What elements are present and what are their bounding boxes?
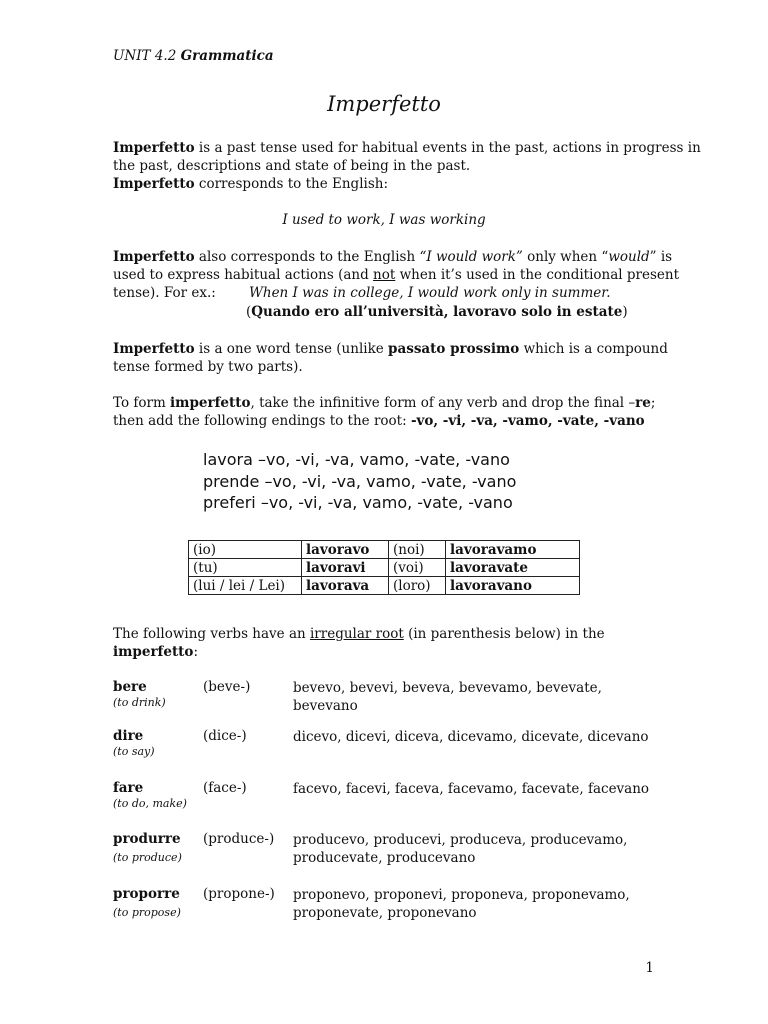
text: is a one word tense (unlike xyxy=(194,341,389,357)
gloss-text: to propose xyxy=(117,906,177,919)
page-title: Imperfetto xyxy=(327,92,441,116)
irregular-root: (produce-) xyxy=(203,831,275,847)
verb-gloss: (to propose) xyxy=(113,906,181,919)
word-not: not xyxy=(373,267,396,284)
term-irregular-root: irregular root xyxy=(309,626,404,642)
form-cell: lavoravo xyxy=(302,541,389,559)
irregular-intro xyxy=(113,625,605,661)
conjugation-lavorare: lavora –vo, -vi, -va, vamo, -vate, -vano xyxy=(203,450,510,469)
text: ; xyxy=(650,395,656,411)
pronoun-cell: (lui / lei / Lei) xyxy=(189,577,302,595)
text: ” is xyxy=(649,249,673,265)
page-header xyxy=(113,48,274,64)
table-row xyxy=(189,577,580,595)
text: : xyxy=(193,644,198,661)
text: , take the infinitive form of any verb and drop the final – xyxy=(250,395,636,411)
text: used to express habitual actions (and xyxy=(113,267,374,284)
italian-example-college: Quando ero all’università, lavoravo solo in estate xyxy=(251,303,623,320)
text: which is a compound xyxy=(519,341,668,357)
verb-forms: dicevo, dicevi, diceva, dicevamo, dicevate, dicevano xyxy=(293,729,649,745)
intro-text: corresponds to the English: xyxy=(194,176,388,193)
irregular-root: (beve-) xyxy=(203,679,251,695)
paren: ( xyxy=(246,303,252,320)
pronoun-cell: (tu) xyxy=(189,559,302,577)
gloss-text: to say xyxy=(117,745,151,758)
irregular-root: (dice-) xyxy=(203,728,247,744)
text: when it’s used in the conditional present xyxy=(395,267,680,284)
irregular-root: (propone-) xyxy=(203,886,275,902)
gloss-text: to drink xyxy=(117,696,162,709)
verb-forms: bevevo, bevevi, beveva, bevevamo, bevevate, bevevano xyxy=(293,680,602,714)
irregular-root: (face-) xyxy=(203,780,247,796)
text: To form xyxy=(113,395,171,411)
verb-gloss: (to produce) xyxy=(113,851,182,864)
verb-infinitive: produrre xyxy=(113,831,181,847)
verb-gloss: (to say) xyxy=(113,745,155,758)
unit-label: UNIT 4.2 xyxy=(113,48,177,64)
endings-list: -vo, -vi, -va, -vamo, -vate, -vano xyxy=(410,413,645,430)
form-cell: lavoravamo xyxy=(446,541,580,559)
english-example: I used to work, I was working xyxy=(282,212,486,228)
conjugation-table xyxy=(188,540,580,595)
text: also corresponds to the English xyxy=(194,249,420,265)
conjugation-examples xyxy=(203,449,516,514)
verb-infinitive: dire xyxy=(113,728,144,744)
intro-text-line2: the past, descriptions and state of being in the past. xyxy=(113,158,471,175)
conjugation-prendere: prende –vo, -vi, -va, vamo, -vate, -vano xyxy=(203,471,517,491)
form-cell: lavoravi xyxy=(302,559,389,577)
quote-i-would-work: “I would work” xyxy=(419,249,523,265)
verb-forms: producevo, producevi, produceva, producevamo, producevate, producevano xyxy=(293,832,628,866)
verb-infinitive: bere xyxy=(113,679,147,695)
one-word-paragraph xyxy=(113,340,668,376)
pronoun-cell: (voi) xyxy=(389,559,446,577)
term-imperfetto: imperfetto xyxy=(113,644,194,661)
table-row xyxy=(189,559,580,577)
form-cell: lavorava xyxy=(302,577,389,595)
form-paragraph xyxy=(113,394,655,430)
verb-infinitive: proporre xyxy=(113,886,180,902)
text: tense formed by two parts). xyxy=(113,359,303,376)
intro-paragraph xyxy=(113,139,701,194)
verb-gloss: (to drink) xyxy=(113,696,166,709)
table-row xyxy=(189,541,580,559)
term-imperfetto: Imperfetto xyxy=(113,249,195,265)
term-imperfetto: imperfetto xyxy=(170,395,251,411)
text: only when “ xyxy=(522,249,609,265)
pronoun-cell: (io) xyxy=(189,541,302,559)
term-imperfetto: Imperfetto xyxy=(113,176,195,193)
would-paragraph xyxy=(113,248,679,321)
intro-text: is a past tense used for habitual events in the past, actions in progress in xyxy=(194,140,701,156)
paren: ) xyxy=(622,303,628,320)
verb-gloss: (to do, make) xyxy=(113,797,187,810)
pronoun-cell: (loro) xyxy=(389,577,446,595)
section-label: Grammatica xyxy=(180,48,274,64)
gloss-text: to produce xyxy=(117,851,178,864)
verb-forms: facevo, facevi, faceva, facevamo, facevate, facevano xyxy=(293,781,650,797)
text: The following verbs have an xyxy=(113,626,310,642)
text: tense). For ex.: xyxy=(113,285,216,302)
conjugation-preferire: preferi –vo, -vi, -va, vamo, -vate, -vano xyxy=(203,493,513,512)
term-passato-prossimo: passato prossimo xyxy=(388,341,520,357)
word-would: would xyxy=(608,249,650,265)
form-cell: lavoravano xyxy=(446,577,580,595)
gloss-text: to do, make xyxy=(117,797,183,810)
ending-re: re xyxy=(635,395,651,411)
verb-forms: proponevo, proponevi, proponeva, proponevamo, proponevate, proponevano xyxy=(293,887,630,921)
pronoun-cell: (noi) xyxy=(389,541,446,559)
term-imperfetto: Imperfetto xyxy=(113,140,195,156)
form-cell: lavoravate xyxy=(446,559,580,577)
text: (in parenthesis below) in the xyxy=(403,626,605,642)
term-imperfetto: Imperfetto xyxy=(113,341,195,357)
english-example-college: When I was in college, I would work only in summer. xyxy=(249,285,611,302)
page-number: 1 xyxy=(645,960,654,976)
verb-infinitive: fare xyxy=(113,780,144,796)
text: then add the following endings to the root: xyxy=(113,413,411,430)
